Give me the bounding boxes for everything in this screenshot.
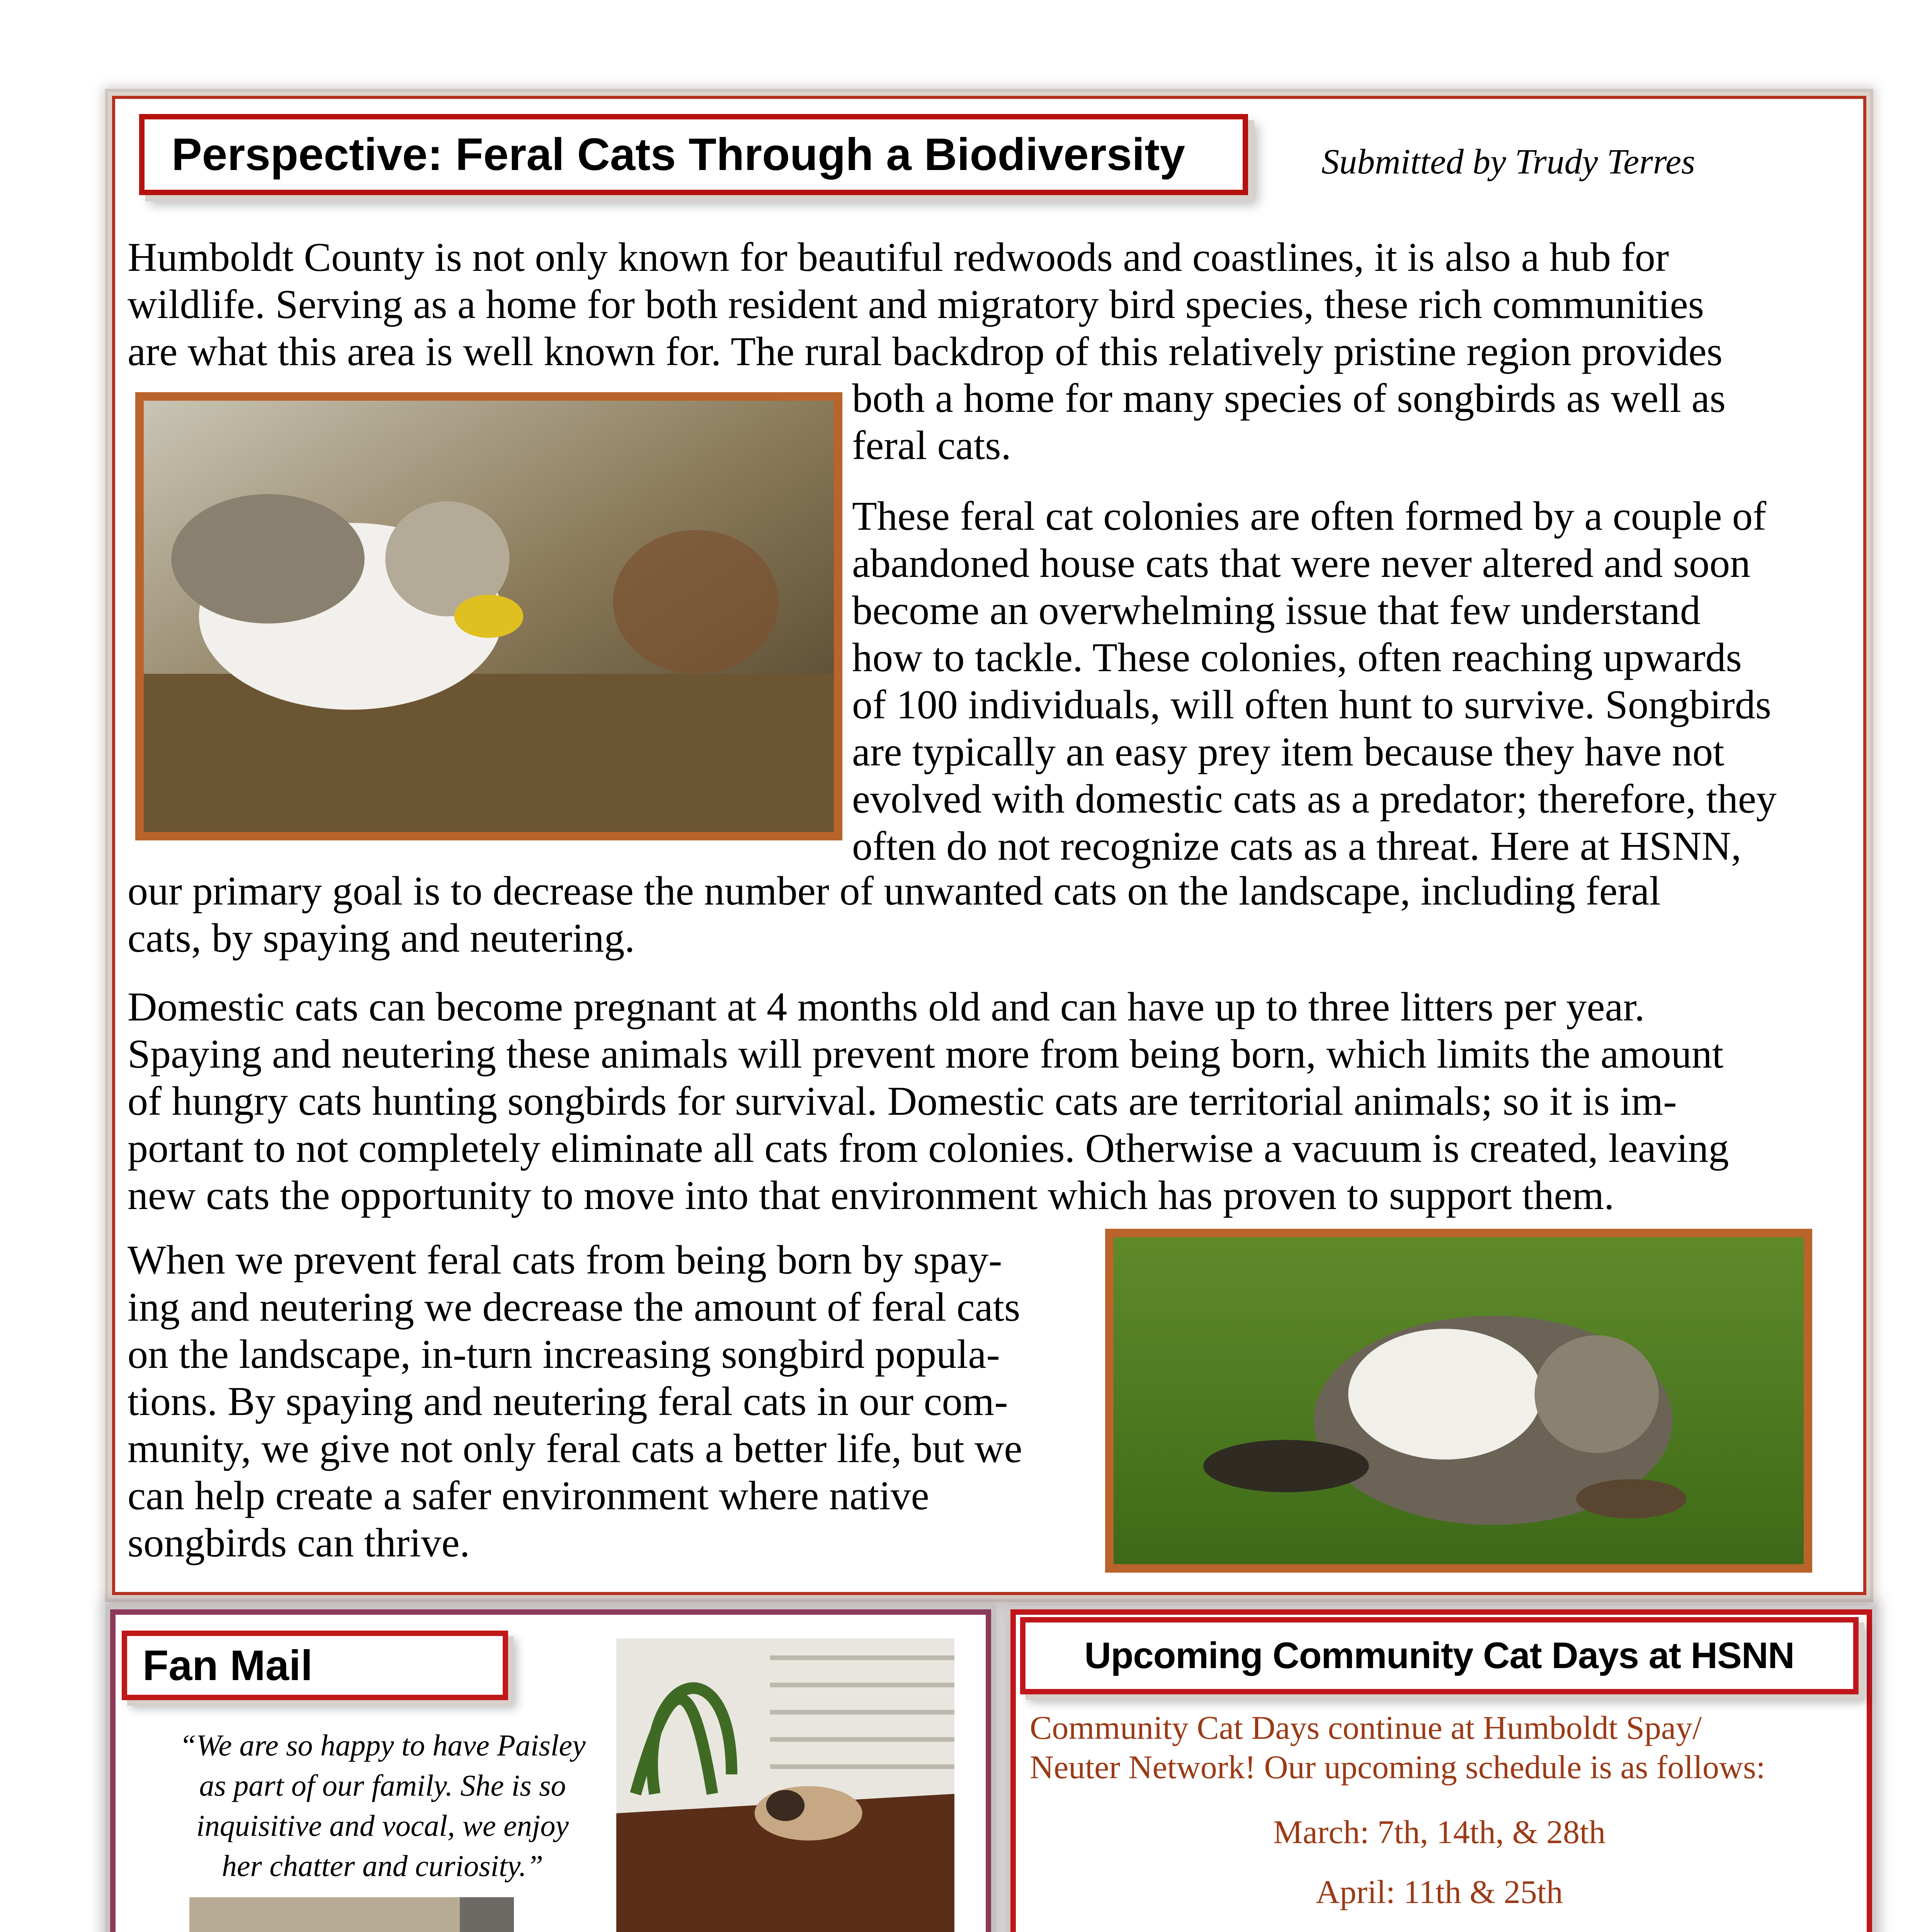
text-line: Neuter Network! Our upcoming schedule is as follows: xyxy=(1030,1748,1765,1786)
article-title: Perspective: Feral Cats Through a Biodiversity xyxy=(172,129,1185,180)
photo-paisley-shower xyxy=(189,1897,514,1932)
photo-cat-on-grass xyxy=(1105,1229,1812,1573)
text-line: cats, by spaying and neutering. xyxy=(128,915,635,961)
article-paragraph-goal xyxy=(128,867,1851,962)
cat-days-title-box xyxy=(1020,1617,1859,1694)
text-line: tions. By spaying and neutering feral cats in our com- xyxy=(128,1379,1008,1424)
quote-line: “We are so happy to have Paisley xyxy=(179,1728,586,1762)
text-line: evolved with domestic cats as a predator; therefore, they xyxy=(852,776,1777,821)
article-paragraph-intro xyxy=(128,234,1851,375)
fan-mail-title-box xyxy=(122,1631,508,1700)
text-line: songbirds can thrive. xyxy=(128,1520,470,1565)
text-line: These feral cat colonies are often formed by a couple of xyxy=(852,493,1767,539)
fan-mail-title: Fan Mail xyxy=(143,1641,313,1689)
text-line: of hungry cats hunting songbirds for survival. Domestic cats are territorial animals; so it is im- xyxy=(128,1078,1677,1124)
cat-days-date-april: April: 11th & 25th xyxy=(1316,1873,1563,1910)
text-line: become an overwhelming issue that few understand xyxy=(852,588,1701,633)
text-line: our primary goal is to decrease the number of unwanted cats on the landscape, including feral xyxy=(128,868,1661,913)
cat-days-intro xyxy=(1030,1708,1872,1787)
text-line: feral cats. xyxy=(852,423,1011,468)
cat-days-date-march: March: 7th, 14th, & 28th xyxy=(1273,1813,1605,1850)
text-line: Humboldt County is not only known for beautiful redwoods and coastlines, it is also a hub for xyxy=(128,235,1669,280)
text-line: Domestic cats can become pregnant at 4 months old and can have up to three litters per year. xyxy=(128,984,1645,1029)
text-line: often do not recognize cats as a threat. Here at HSNN, xyxy=(852,823,1742,869)
article-paragraph-pregnancy xyxy=(128,983,1855,1219)
text-line: wildlife. Serving as a home for both resident and migratory bird species, these rich communities xyxy=(128,282,1704,327)
text-line: are typically an easy prey item because they have not xyxy=(852,729,1725,774)
text-line: abandoned house cats that were never altered and soon xyxy=(852,541,1751,586)
text-line: munity, we give not only feral cats a better life, but we xyxy=(128,1426,1022,1471)
text-line: can help create a safer environment where native xyxy=(128,1473,929,1518)
article-paragraph-colonies xyxy=(852,493,1857,870)
quote-line: her chatter and curiosity.” xyxy=(222,1849,543,1883)
article-title-box xyxy=(139,114,1248,195)
quote-line: as part of our family. She is so xyxy=(199,1769,566,1802)
article-paragraph-wrap1 xyxy=(852,375,1857,469)
text-line: on the landscape, in-turn increasing songbird popula- xyxy=(128,1332,1000,1377)
text-line: new cats the opportunity to move into that environment which has proven to support them. xyxy=(128,1173,1614,1218)
photo-cat-with-bird xyxy=(135,392,842,840)
text-line: Community Cat Days continue at Humboldt Spay/ xyxy=(1030,1709,1702,1746)
text-line: how to tackle. These colonies, often reaching upwards xyxy=(852,635,1742,680)
article-byline: Submitted by Trudy Terres xyxy=(1321,142,1695,181)
quote-line: inquisitive and vocal, we enjoy xyxy=(196,1809,569,1842)
text-line: Spaying and neutering these animals will prevent more from being born, which limits the amount xyxy=(128,1031,1724,1077)
text-line: of 100 individuals, will often hunt to survive. Songbirds xyxy=(852,682,1771,727)
text-line: portant to not completely eliminate all cats from colonies. Otherwise a vacuum is created, leaving xyxy=(128,1126,1729,1171)
fan-quote-1 xyxy=(147,1725,618,1886)
text-line: both a home for many species of songbirds as well as xyxy=(852,376,1726,421)
text-line: are what this area is well known for. The rural backdrop of this relatively pristine region provides xyxy=(128,329,1723,374)
cat-days-title: Upcoming Community Cat Days at HSNN xyxy=(1084,1635,1794,1676)
text-line: ing and neutering we decrease the amount of feral cats xyxy=(128,1284,1020,1330)
photo-paisley-table xyxy=(616,1638,954,1932)
article-paragraph-conclusion xyxy=(128,1236,1117,1566)
text-line: When we prevent feral cats from being born by spay- xyxy=(128,1237,1002,1282)
